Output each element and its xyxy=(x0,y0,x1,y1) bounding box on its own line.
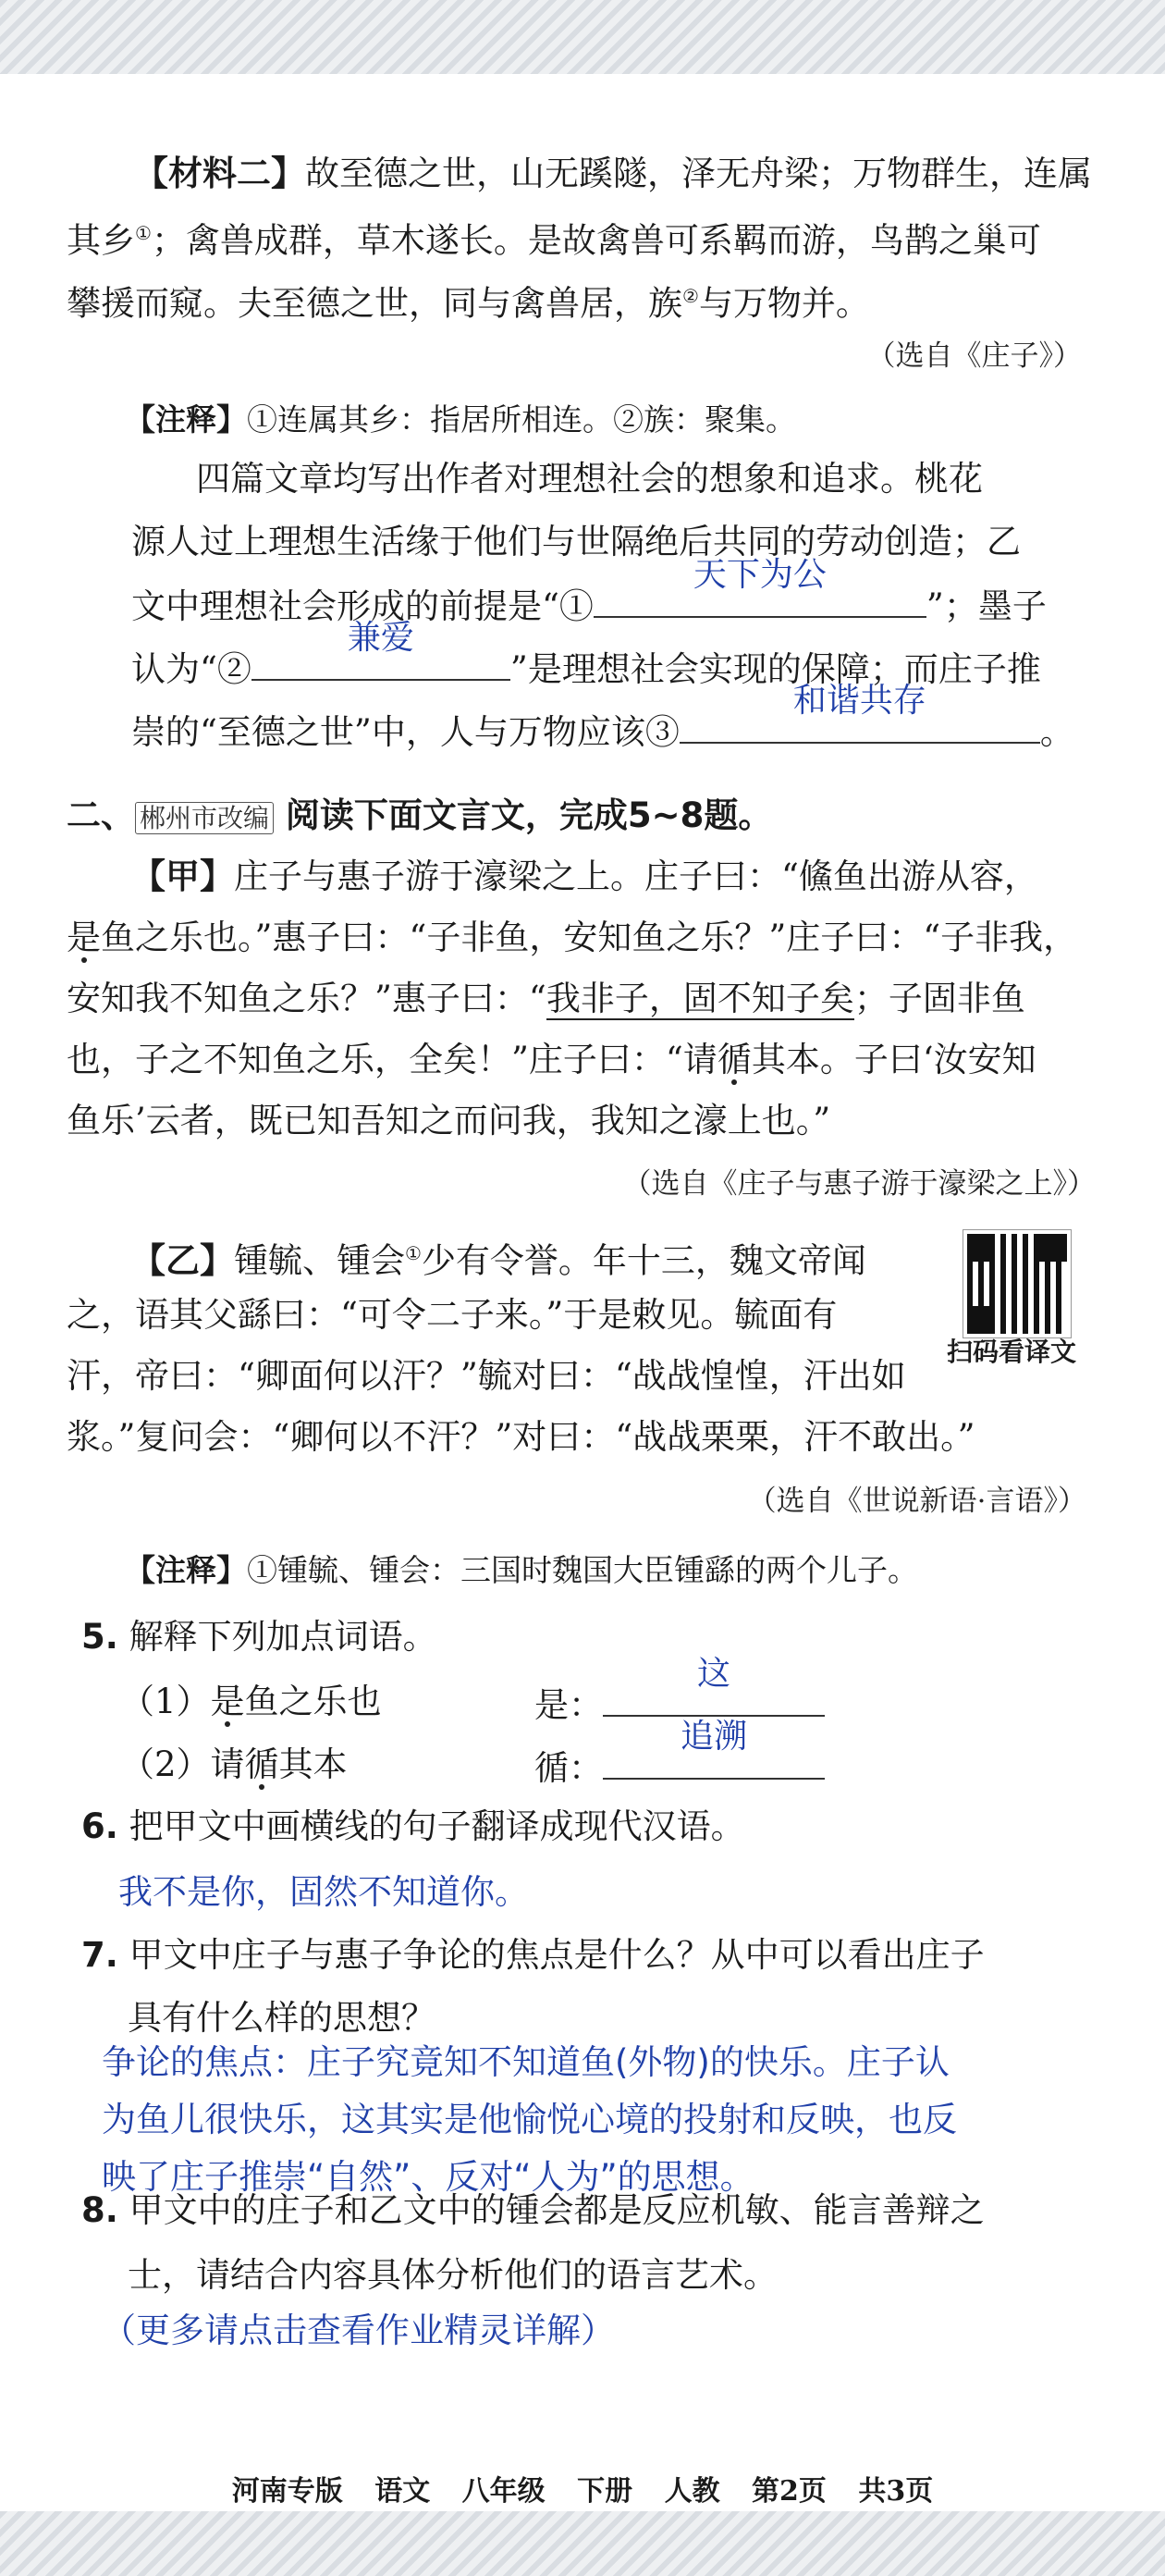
note2-text: ①锺毓、锺会：三国时魏国大臣锺繇的两个儿子。 xyxy=(247,1552,918,1588)
footer-page: 第2页 xyxy=(752,2475,827,2508)
answer-2: 兼爱 xyxy=(347,619,414,657)
note-label: 【注释】 xyxy=(125,401,247,438)
section2-source-tag: 郴州市改编 xyxy=(135,802,274,834)
material2-line3 xyxy=(67,268,870,331)
footer-total: 共3页 xyxy=(858,2475,934,2508)
jia-text1: 庄子与惠子游于濠梁之上。庄子曰：“鯈鱼出游从容， xyxy=(234,857,1038,896)
summary-line1: 四篇文章均写出作者对理想社会的想象和追求。桃花 xyxy=(196,459,983,499)
q8-number: 8. xyxy=(81,2190,118,2230)
q5-prompt xyxy=(81,1609,437,1665)
material2-text2b: ；禽兽成群，草木遂长。是故禽兽可系羁而游，鸟鹊之巢可 xyxy=(151,220,1041,261)
q5-item1-answer: 这 xyxy=(696,1655,730,1693)
jia-line4 xyxy=(67,1032,1036,1088)
material2-source: （选自《庄子》） xyxy=(866,339,1082,373)
summary-text5b: 。 xyxy=(1039,712,1074,752)
q5-item1-text: 鱼之乐也 xyxy=(244,1682,382,1721)
q5-item2-text: 其本 xyxy=(278,1744,348,1784)
q5-item2-answer-row xyxy=(534,1718,825,1796)
q5-item2-dotted: 循 xyxy=(244,1744,279,1784)
jia-label: 【甲】 xyxy=(131,857,234,896)
summary-text3b: ”；墨子 xyxy=(926,586,1047,626)
note-text: ①连属其乡：指居所相连。②族：聚集。 xyxy=(247,401,796,438)
q8-prompt-line2: 士，请结合内容具体分析他们的语言艺术。 xyxy=(128,2255,778,2295)
material2-text3a: 攀援而窥。夫至德之世，同与禽兽居，族 xyxy=(67,283,682,324)
q6-text: 把甲文中画横线的句子翻译成现代汉语。 xyxy=(129,1806,745,1846)
q5-item2-label: 循： xyxy=(534,1748,603,1788)
q6-number: 6. xyxy=(81,1806,118,1846)
yi-text1a: 锺毓、锺会 xyxy=(234,1240,405,1281)
footer-subject: 语文 xyxy=(374,2475,431,2508)
note2-label: 【注释】 xyxy=(125,1552,247,1588)
q5-item2-answer: 追溯 xyxy=(680,1718,747,1756)
note-marker-1: ① xyxy=(135,222,152,244)
summary-line5 xyxy=(131,682,1074,760)
jia-text4b: 其本。子曰‘汝安知 xyxy=(751,1040,1036,1079)
section2-header xyxy=(67,788,772,846)
answer-blank-1 xyxy=(594,556,926,618)
material2-text2a: 其乡 xyxy=(67,220,135,261)
q7-number: 7. xyxy=(81,1935,118,1975)
yi-note-marker: ① xyxy=(405,1242,422,1264)
footer-edition: 河南专版 xyxy=(231,2475,343,2508)
jia-text2: 鱼之乐也。”惠子曰：“子非鱼，安知鱼之乐？”庄子曰：“子非我， xyxy=(101,918,1078,957)
answer-1: 天下为公 xyxy=(693,556,827,594)
q8-prompt-line1 xyxy=(81,2183,985,2238)
jia-dotted-xun: 循 xyxy=(717,1040,752,1079)
summary-text4a: 认为“② xyxy=(131,649,251,689)
answer-blank-3 xyxy=(680,682,1040,744)
qr-label: 扫码看译文 xyxy=(947,1337,1077,1367)
qr-code[interactable] xyxy=(963,1230,1071,1337)
q7-prompt-line2: 具有什么样的思想？ xyxy=(128,1998,435,2038)
q7-prompt-line1 xyxy=(81,1928,985,1983)
jia-text3a: 安知我不知鱼之乐？”惠子曰：“ xyxy=(67,979,546,1018)
answer-3: 和谐共存 xyxy=(792,682,926,720)
jia-underlined-sentence: 我非子，固不知子矣 xyxy=(546,979,854,1018)
summary-text3a: 文中理想社会形成的前提是“① xyxy=(131,586,594,626)
material2-text1: 故至德之世，山无蹊隧，泽无舟梁；万物群生，连属 xyxy=(305,154,1092,193)
yi-source: （选自《世说新语·言语》） xyxy=(747,1485,1086,1518)
q5-item2-num: （2）请 xyxy=(120,1744,245,1784)
note-marker-2: ② xyxy=(682,285,699,307)
material2-line2 xyxy=(67,205,1041,268)
q7-answer-line3: 映了庄子推崇“自然”、反对“人为”的思想。 xyxy=(102,2157,754,2197)
footer-publisher: 人教 xyxy=(664,2475,720,2508)
q7-answer-line2: 为鱼儿很快乐，这其实是他愉悦心境的投射和反映，也反 xyxy=(102,2100,957,2139)
q5-item2-blank xyxy=(603,1718,825,1780)
yi-label: 【乙】 xyxy=(131,1240,234,1281)
summary-text5a: 崇的“至德之世”中，人与万物应该③ xyxy=(131,712,680,752)
note-block-2 xyxy=(125,1543,918,1598)
q6-answer: 我不是你，固然不知道你。 xyxy=(118,1872,529,1912)
q5-item2 xyxy=(120,1737,348,1793)
answer-blank-2 xyxy=(251,619,510,681)
q6-prompt xyxy=(81,1799,745,1855)
section2-title: 阅读下面文言文，完成5~8题。 xyxy=(285,795,773,835)
q5-item1-num: （1） xyxy=(120,1682,211,1721)
page-footer xyxy=(0,2468,1165,2508)
jia-line5: 鱼乐’云者，既已知吾知之而问我，我知之濠上也。” xyxy=(67,1101,831,1140)
q8-text1: 甲文中的庄子和乙文中的锺会都是反应机敏、能言善辩之 xyxy=(129,2190,985,2230)
jia-text4a: 也，子之不知鱼之乐，全矣！”庄子曰：“请 xyxy=(67,1040,717,1079)
jia-line1 xyxy=(131,849,1038,905)
section2-num: 二、 xyxy=(67,795,135,835)
q7-answer-line1: 争论的焦点：庄子究竟知不知道鱼(外物)的快乐。庄子认 xyxy=(102,2042,950,2082)
footer-volume: 下册 xyxy=(577,2475,633,2508)
yi-line2: 之，语其父繇曰：“可令二子来。”于是敕见。毓面有 xyxy=(67,1295,838,1335)
q5-number: 5. xyxy=(81,1617,118,1657)
summary-text4b: ”是理想社会实现的保障；而庄子推 xyxy=(509,649,1041,689)
q8-answer-link[interactable]: （更多请点击查看作业精灵详解） xyxy=(102,2311,615,2350)
yi-line4: 浆。”复问会：“卿何以不汗？”对曰：“战战栗栗，汗不敢出。” xyxy=(67,1417,975,1457)
summary-line2: 源人过上理想生活缘于他们与世隔绝后共同的劳动创造；乙 xyxy=(131,522,1021,561)
footer-grade: 八年级 xyxy=(461,2475,546,2508)
jia-text3b: ；子固非鱼 xyxy=(853,979,1025,1018)
q7-text1: 甲文中庄子与惠子争论的焦点是什么？从中可以看出庄子 xyxy=(129,1935,985,1975)
q5-item1-dotted: 是 xyxy=(210,1682,245,1721)
yi-line3: 汗，帝曰：“卿面何以汗？”毓对曰：“战战惶惶，汗出如 xyxy=(67,1356,906,1396)
jia-line3 xyxy=(67,971,1025,1027)
note-block-1 xyxy=(125,392,796,448)
material2-line1 xyxy=(134,146,1092,202)
jia-line2 xyxy=(67,910,1077,966)
jia-dotted-shi: 是 xyxy=(67,918,101,957)
q5-item1 xyxy=(120,1674,382,1730)
jia-source: （选自《庄子与惠子游于濠梁之上》） xyxy=(622,1167,1096,1201)
yi-text1b: 少有令誉。年十三，魏文帝闻 xyxy=(421,1240,866,1281)
yi-line1 xyxy=(131,1226,866,1288)
q5-item1-label: 是： xyxy=(534,1685,603,1725)
material2-text3b: 与万物并。 xyxy=(698,283,870,324)
material2-label: 【材料二】 xyxy=(134,154,305,193)
q5-text: 解释下列加点词语。 xyxy=(129,1617,437,1657)
